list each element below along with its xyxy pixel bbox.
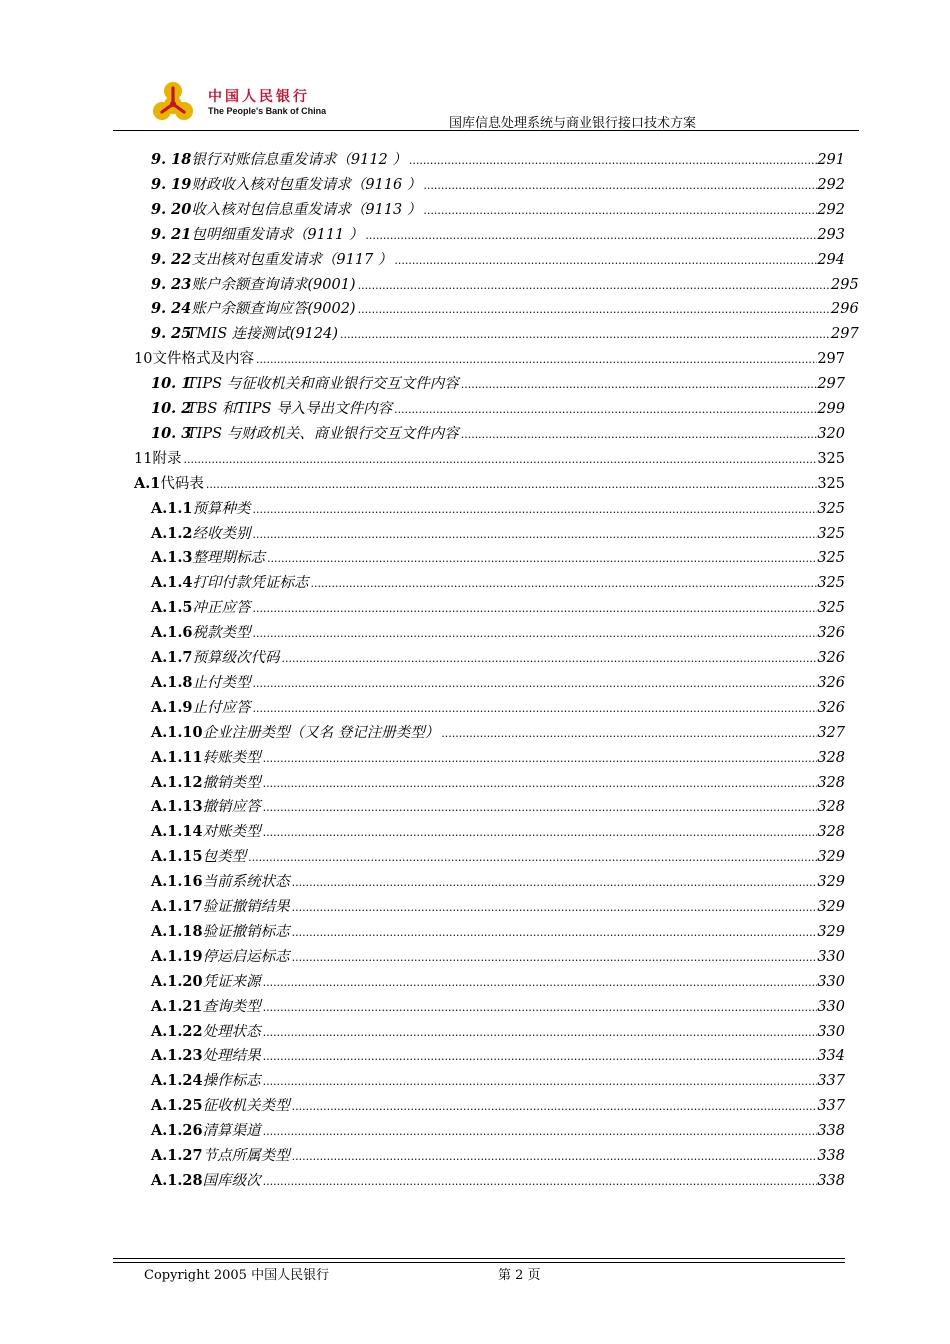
dot-leader [253, 671, 818, 696]
toc-entry-number: A.1.2 [151, 524, 193, 542]
toc-entry-title: 包类型 [202, 849, 247, 866]
toc-entry-number: A.1.6 [151, 624, 193, 642]
dot-leader [263, 1020, 818, 1045]
dot-leader [292, 1094, 818, 1119]
dot-leader [282, 646, 818, 671]
footer-rule [113, 1262, 845, 1263]
dot-leader [263, 1069, 818, 1094]
toc-entry-number: A.1.7 [151, 649, 193, 666]
toc-entry-title: 税款类型 [192, 625, 251, 642]
toc-entry-number: A.1.12 [151, 773, 203, 791]
dot-leader [263, 771, 818, 796]
toc-entry-title: 包明细重发请求（9111 ） [191, 226, 364, 243]
toc-entry[interactable] [151, 546, 845, 570]
toc-entry-number: A.1.8 [151, 673, 193, 691]
pboc-logo-icon [150, 80, 196, 126]
dot-leader [292, 945, 818, 970]
dot-leader [253, 696, 818, 721]
dot-leader [263, 746, 818, 771]
toc-entry-number: 10 [134, 351, 153, 368]
toc-entry-number: A.1 [134, 474, 161, 492]
toc-entry[interactable] [151, 198, 845, 222]
toc-entry[interactable] [151, 895, 845, 919]
toc-entry-title: 处理结果 [202, 1048, 261, 1065]
toc-entry[interactable] [151, 497, 845, 521]
toc-entry[interactable] [151, 671, 845, 695]
toc-entry-page: 325 [817, 450, 845, 467]
toc-entry[interactable] [151, 721, 845, 745]
toc-entry-page: 330 [817, 998, 845, 1015]
toc-entry-number: A.1.14 [151, 823, 203, 841]
toc-entry-page: 325 [817, 525, 845, 542]
toc-entry-number: A.1.21 [151, 997, 203, 1015]
toc-entry[interactable] [151, 1069, 845, 1093]
toc-entry-page: 328 [817, 799, 845, 816]
toc-entry[interactable] [151, 322, 859, 346]
toc-entry-page: 325 [817, 550, 845, 567]
toc-entry-page: 296 [831, 301, 859, 318]
toc-entry[interactable] [151, 522, 845, 546]
toc-entry[interactable] [151, 646, 845, 670]
toc-entry-title: 凭证来源 [202, 973, 261, 990]
toc-entry-number: 9. 25 [151, 325, 192, 343]
toc-entry-number: A.1.11 [151, 748, 203, 766]
toc-entry-title: 节点所属类型 [202, 1148, 290, 1164]
toc-entry-page: 297 [817, 351, 845, 368]
toc-entry[interactable] [151, 1119, 845, 1143]
toc-entry-title: 支出核对包重发请求（9117 ） [191, 251, 393, 268]
dot-leader [263, 820, 818, 845]
toc-entry-number: A.1.24 [151, 1072, 203, 1090]
toc-entry-title: 征收机关类型 [202, 1098, 290, 1115]
toc-entry[interactable] [151, 1044, 845, 1068]
toc-entry[interactable] [151, 1094, 845, 1118]
toc-entry-number: A.1.13 [151, 798, 203, 816]
toc-entry-title: TIPS 与财政机关、商业银行交互文件内容 [187, 425, 459, 442]
toc-entry-number: A.1.3 [151, 549, 193, 567]
toc-entry-title: 代码表 [160, 475, 204, 492]
footer-copyright: Copyright 2005 中国人民银行 [144, 1268, 330, 1283]
toc-entry-title: TBS 和TIPS 导入导出文件内容 [187, 401, 393, 417]
dot-leader [206, 472, 817, 497]
toc-entry[interactable] [151, 845, 845, 869]
dot-leader [256, 347, 817, 372]
toc-entry-title: 整理期标志 [192, 550, 266, 567]
toc-entry-title: 验证撤销结果 [202, 899, 290, 915]
toc-entry-number: A.1.25 [151, 1097, 203, 1115]
toc-entry-page: 291 [817, 152, 845, 168]
toc-entry[interactable] [151, 223, 845, 247]
toc-entry-number: A.1.28 [151, 1171, 203, 1189]
toc-entry-title: 转账类型 [202, 749, 261, 766]
dot-leader [358, 273, 831, 298]
toc-entry[interactable] [151, 970, 845, 994]
toc-entry[interactable] [151, 820, 845, 844]
dot-leader [263, 1119, 818, 1144]
toc-entry-page: 337 [817, 1073, 845, 1090]
toc-entry-page: 299 [817, 401, 845, 417]
toc-entry[interactable] [151, 173, 845, 197]
toc-entry-page: 325 [817, 575, 845, 592]
toc-entry-title: 止付类型 [192, 674, 251, 691]
toc-entry-page: 330 [817, 973, 845, 990]
toc-entry-title: 文件格式及内容 [152, 351, 254, 368]
toc-entry-page: 292 [817, 201, 845, 218]
toc-entry[interactable] [151, 1144, 845, 1168]
toc-entry-page: 293 [817, 226, 845, 243]
toc-entry-title: 止付应答 [192, 699, 251, 716]
toc-entry-title: 撤销类型 [202, 774, 261, 791]
toc-entry-page: 297 [831, 326, 859, 343]
toc-entry-number: 9. 23 [151, 275, 192, 293]
toc-entry-page: 326 [817, 650, 845, 666]
toc-entry-number: A.1.5 [151, 599, 193, 617]
toc-entry-number: A.1.17 [151, 898, 203, 915]
toc-entry-title: 打印付款凭证标志 [192, 575, 309, 592]
dot-leader [253, 497, 818, 522]
toc-entry-title: 处理状态 [202, 1023, 261, 1040]
toc-entry-number: A.1.27 [151, 1147, 203, 1164]
toc-entry-number: A.1.26 [151, 1122, 203, 1140]
toc-entry-title: 验证撤销标志 [202, 923, 290, 940]
toc-entry[interactable] [151, 696, 845, 720]
toc-entry-page: 334 [817, 1048, 845, 1065]
toc-entry-page: 326 [817, 625, 845, 642]
toc-entry[interactable] [151, 945, 845, 969]
toc-entry-title: 财政收入核对包重发请求（9116 ） [191, 176, 422, 193]
toc-entry-number: 9. 22 [151, 250, 192, 268]
toc-entry-page: 338 [817, 1172, 845, 1189]
toc-entry-page: 325 [817, 600, 845, 617]
dot-leader [292, 870, 818, 895]
toc-entry-number: A.1.16 [151, 873, 203, 891]
dot-leader [358, 297, 831, 322]
toc-entry-number: 10. 2 [151, 400, 192, 417]
dot-leader [263, 1044, 818, 1069]
toc-entry-page: 294 [817, 251, 845, 268]
toc-entry-page: 327 [817, 724, 845, 741]
toc-entry[interactable] [151, 920, 845, 944]
toc-entry-number: 10. 3 [151, 424, 192, 442]
toc-entry-title: 国库级次 [202, 1172, 261, 1189]
toc-entry[interactable] [151, 148, 845, 172]
toc-entry-title: 预算种类 [192, 500, 251, 517]
toc-entry-page: 325 [817, 500, 845, 517]
toc-entry-number: A.1.20 [151, 972, 203, 990]
footer-page-number: 第 2 页 [498, 1268, 541, 1283]
toc-entry[interactable] [151, 297, 859, 321]
toc-entry-number: 10. 1 [151, 375, 192, 393]
toc-entry[interactable] [151, 248, 845, 272]
toc-entry-number: 9. 21 [151, 225, 192, 243]
toc-entry[interactable] [151, 372, 845, 396]
toc-entry-title: 清算渠道 [202, 1123, 261, 1140]
dot-leader [253, 621, 818, 646]
document-title: 国库信息处理系统与商业银行接口技术方案 [449, 116, 697, 131]
toc-entry-title: 账户余额查询应答(9002) [191, 301, 356, 318]
toc-entry[interactable] [151, 870, 845, 894]
toc-entry-page: 328 [817, 774, 845, 791]
toc-entry[interactable] [151, 995, 845, 1019]
toc-entry-number: A.1.9 [151, 698, 193, 716]
dot-leader [423, 173, 817, 198]
toc-entry-page: 329 [817, 923, 845, 940]
toc-entry-title: 对账类型 [202, 824, 261, 841]
toc-entry-title: 当前系统状态 [202, 874, 290, 891]
toc-entry-title: 附录 [152, 450, 182, 467]
toc-entry-number: 11 [134, 450, 153, 467]
toc-entry-page: 326 [817, 699, 845, 716]
brand-name-en: The People's Bank of China [208, 106, 327, 116]
dot-leader [263, 970, 818, 995]
dot-leader [183, 447, 817, 472]
toc-entry-number: 9. 24 [151, 300, 192, 318]
toc-entry-number: A.1.19 [151, 947, 203, 965]
toc-entry-number: A.1.1 [151, 499, 193, 517]
footer-rule [113, 1258, 845, 1259]
toc-entry-title: 预算级次代码 [192, 650, 280, 666]
toc-entry-page: 329 [817, 849, 845, 866]
toc-entry-page: 338 [817, 1148, 845, 1164]
dot-leader [423, 198, 817, 223]
toc-entry-number: A.1.22 [151, 1022, 203, 1040]
toc-entry-number: 9. 19 [151, 175, 192, 193]
dot-leader [394, 248, 817, 273]
toc-entry[interactable] [151, 746, 845, 770]
toc-entry-page: 329 [817, 874, 845, 891]
toc-entry-number: A.1.4 [151, 574, 193, 592]
dot-leader [394, 397, 817, 422]
toc-entry[interactable] [151, 1020, 845, 1044]
toc-entry[interactable] [151, 771, 845, 795]
toc-entry[interactable] [134, 472, 845, 496]
dot-leader [253, 522, 818, 547]
toc-entry-page: 338 [817, 1123, 845, 1140]
toc-entry-page: 292 [817, 176, 845, 193]
toc-entry-page: 328 [817, 824, 845, 841]
dot-leader [267, 546, 817, 571]
dot-leader [292, 920, 818, 945]
toc-entry[interactable] [134, 447, 845, 471]
dot-leader [409, 148, 817, 173]
toc-entry-page: 326 [817, 674, 845, 691]
dot-leader [461, 372, 818, 397]
toc-entry-page: 328 [817, 749, 845, 766]
dot-leader [248, 845, 817, 870]
dot-leader [461, 422, 818, 447]
toc-entry-title: 企业注册类型（又名 登记注册类型） [202, 724, 440, 741]
toc-entry-number: 9. 18 [151, 151, 192, 168]
toc-entry-page: 330 [817, 1023, 845, 1040]
toc-entry-number: A.1.18 [151, 922, 203, 940]
toc-entry-title: 查询类型 [202, 998, 261, 1015]
toc-entry-page: 329 [817, 899, 845, 915]
page-header [113, 78, 859, 131]
toc-entry[interactable] [151, 273, 859, 297]
toc-entry-title: 冲正应答 [192, 600, 251, 617]
toc-entry-title: 银行对账信息重发请求（9112 ） [191, 152, 407, 168]
dot-leader [365, 223, 817, 248]
toc-entry-page: 295 [831, 276, 859, 293]
toc-entry-number: 9. 20 [151, 200, 192, 218]
toc-entry-number: A.1.15 [151, 848, 203, 866]
toc-entry[interactable] [151, 422, 845, 446]
dot-leader [292, 895, 818, 920]
dot-leader [263, 1169, 818, 1194]
toc-entry-number: A.1.23 [151, 1047, 203, 1065]
dot-leader [292, 1144, 818, 1169]
toc-entry[interactable] [151, 621, 845, 645]
toc-entry-title: 账户余额查询请求(9001) [191, 276, 356, 293]
toc-entry-page: 337 [817, 1098, 845, 1115]
toc-entry-number: A.1.10 [151, 723, 203, 741]
toc-entry[interactable] [134, 347, 845, 371]
brand-name-cn: 中国人民银行 [208, 89, 310, 105]
toc-entry-title: TMIS 连接测试(9124) [187, 326, 339, 343]
dot-leader [441, 721, 817, 746]
dot-leader [263, 995, 818, 1020]
toc-entry[interactable] [151, 795, 845, 819]
toc-entry-title: 撤销应答 [202, 799, 261, 816]
toc-entry-title: TIPS 与征收机关和商业银行交互文件内容 [187, 376, 459, 393]
toc-entry-title: 停运启运标志 [202, 948, 290, 965]
toc-entry-page: 325 [817, 475, 845, 492]
toc-entry[interactable] [151, 1169, 845, 1193]
dot-leader [311, 571, 818, 596]
toc-entry-page: 320 [817, 425, 845, 442]
toc-entry-title: 收入核对包信息重发请求（9113 ） [191, 201, 422, 218]
toc-entry[interactable] [151, 596, 845, 620]
dot-leader [253, 596, 818, 621]
toc-entry-page: 297 [817, 376, 845, 393]
toc-entry-page: 330 [817, 948, 845, 965]
dot-leader [340, 322, 831, 347]
dot-leader [263, 795, 818, 820]
toc-entry[interactable] [151, 397, 845, 421]
toc-entry-title: 经收类别 [192, 525, 251, 542]
toc-entry[interactable] [151, 571, 845, 595]
toc-entry-title: 操作标志 [202, 1073, 261, 1090]
